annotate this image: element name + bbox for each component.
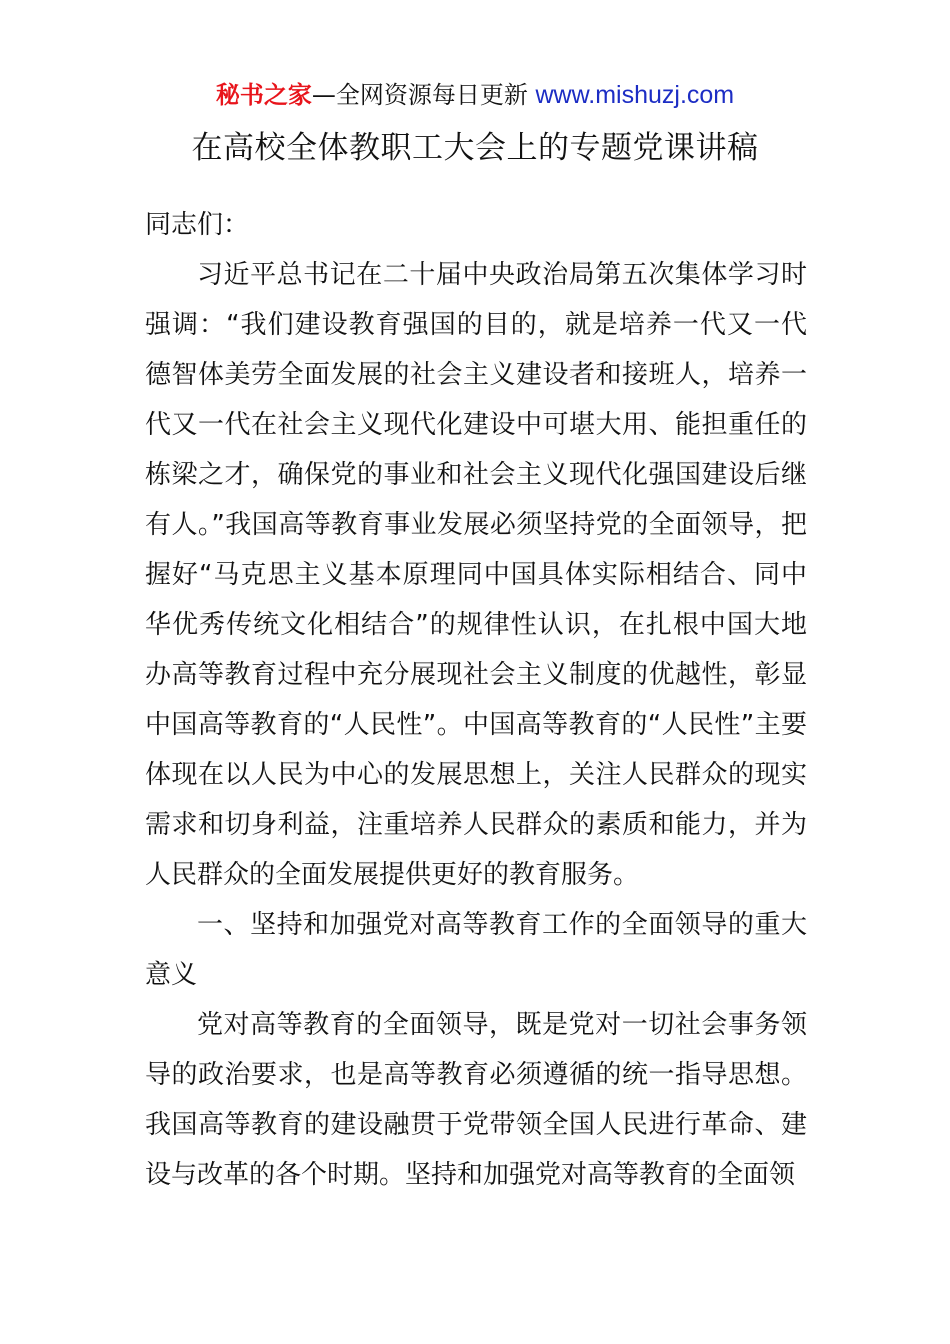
salutation: 同志们：: [145, 210, 250, 240]
section-heading-1: 一、坚持和加强党对高等教育工作的全面领导的重大意义: [145, 910, 807, 990]
site-url-link[interactable]: www.mishuzj.com: [535, 81, 735, 109]
document-title: 在高校全体教职工大会上的专题党课讲稿: [191, 130, 759, 166]
paragraph-section-1: 党对高等教育的全面领导，既是党对一切社会事务领导的政治要求，也是高等教育必须遵循的统一指导思想。我国高等教育的建设融贯于党带领全国人民进行革命、建设与改革的各个时期。坚持和加强党对高等教育的全面领: [145, 1010, 807, 1190]
site-brand: 秘书之家: [215, 81, 312, 109]
site-header: [0, 78, 950, 112]
paragraph-intro: 习近平总书记在二十届中央政治局第五次集体学习时强调：“我们建设教育强国的目的，就是培养一代又一代德智体美劳全面发展的社会主义建设者和接班人，培养一代又一代在社会主义现代化建设中可堪大用、能担重任的栋梁之才，确保党的事业和社会主义现代化强国建设后继有人。”我国高等教育事业发展必须坚持党的全面领导，把握好“马克思主义基本原理同中国具体实际相结合、同中华优秀传统文化相结合”的规律性认识，在扎根中国大地办高等教育过程中充分展现社会主义制度的优越性，彰显中国高等教育的“人民性”。中国高等教育的“人民性”主要体现在以人民为中心的发展思想上，关注人民群众的现实需求和切身利益，注重培养人民群众的素质和能力，并为人民群众的全面发展提供更好的教育服务。: [145, 260, 807, 890]
site-tagline: —全网资源每日更新: [311, 81, 528, 109]
document-body: [145, 200, 807, 1200]
